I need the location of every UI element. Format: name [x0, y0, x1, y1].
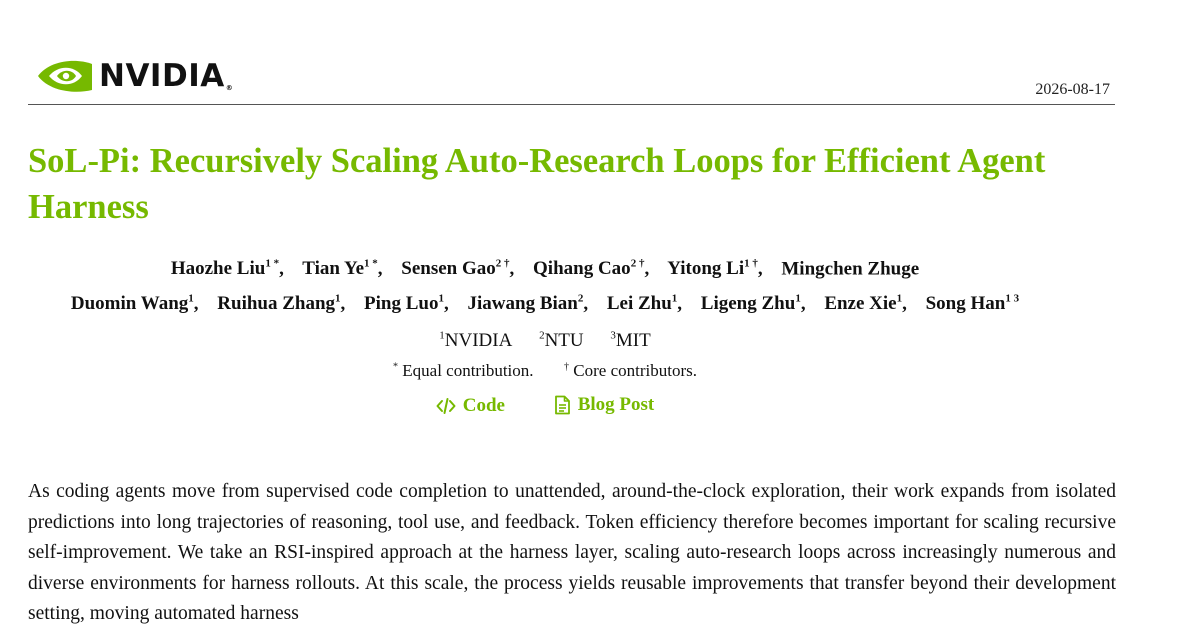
author: Tian $Ye^{1 *}$ — [302, 258, 378, 280]
author: Haozhe Liu$^{1 *}$ — [170, 258, 280, 280]
affiliations — [0, 330, 1090, 352]
author: Ping Luo$^1$ — [364, 293, 444, 315]
paper-title: SoL-Pi: Recursively Scaling Auto-Research Loops for Efficient Agent Harness — [28, 142, 1046, 226]
author: Yitong $Li^{1 \dagger}$ — [667, 258, 758, 280]
contribution-notes — [0, 361, 1090, 381]
author: Enze Xie$^1$ — [824, 293, 903, 315]
authors-line-2: Duomin Wang$^1$, Ruihua Zhang$^1$, Ping Luo$^1$, Jiawang Bian$^2$, Lei Zhu$^1$, Ligeng Zhu$^1$, Enze Xie$^1$, Song Han$^{1 3}$ — [70, 293, 1020, 315]
code-link-label: Code — [462, 395, 505, 416]
author: Song Han$^{1 3}$ — [925, 293, 1020, 315]
core-contributors-note: † Core contributors. — [564, 361, 697, 380]
author: Mingchen Zhuge — [781, 258, 920, 280]
page-header — [28, 52, 1115, 105]
nvidia-logo — [36, 56, 233, 96]
equal-contribution-note: * Equal contribution. — [393, 361, 534, 380]
abstract-paragraph: As coding agents move from supervised code completion to unattended, around-the-clock exploration, their work expands from isolated predictions into long trajectories of reasoning, tool use, and feedback. Token efficiency therefore becomes important for scaling recursive self-improvement. We take an RSI-inspired approach at the harness layer, scaling auto-research loops across increasingly numerous and diverse environments for harness rollouts. At this scale, the process yields reusable improvements that transfer beyond their development setting, moving automated harness — [28, 481, 1116, 624]
author: Ruihua Zhang$^1$ — [217, 293, 341, 315]
document-icon — [554, 395, 571, 415]
nvidia-eye-icon — [36, 56, 94, 96]
author: Jiawang Bian$^2$ — [467, 293, 584, 315]
author: Qihang Cao$^{2 \dagger}$ — [533, 258, 645, 280]
author: Duomin Wang$^1$ — [70, 293, 194, 315]
blog-post-link[interactable] — [554, 394, 655, 416]
publication-date: 2026-08-17 — [1035, 81, 1110, 98]
code-link[interactable] — [436, 395, 505, 417]
affiliation: $^1$NVIDIA — [439, 330, 513, 352]
blog-post-link-label: Blog Post — [577, 394, 655, 415]
affiliation: $^3$MIT — [610, 330, 651, 352]
author: Lei Zhu$^1$ — [606, 293, 678, 315]
author: Ligeng Zhu$^1$ — [700, 293, 801, 315]
registered-mark: ® — [225, 83, 234, 92]
author: Sensen Gao$^{2 \dagger}$ — [401, 258, 510, 280]
paper-links — [0, 394, 1090, 421]
authors-line-1: Haozhe Liu$^{1 *}$, Tian $Ye^{1 *}$, Sensen Gao$^{2 \dagger}$, Qihang Cao$^{2 \dagger}$, Yitong $Li^{1 \dagger}$, Mingchen Zhuge — [170, 258, 920, 280]
nvidia-wordmark: NVIDIA® — [99, 57, 234, 94]
affiliation: $^2$NTU — [539, 330, 584, 352]
code-icon — [436, 397, 456, 415]
